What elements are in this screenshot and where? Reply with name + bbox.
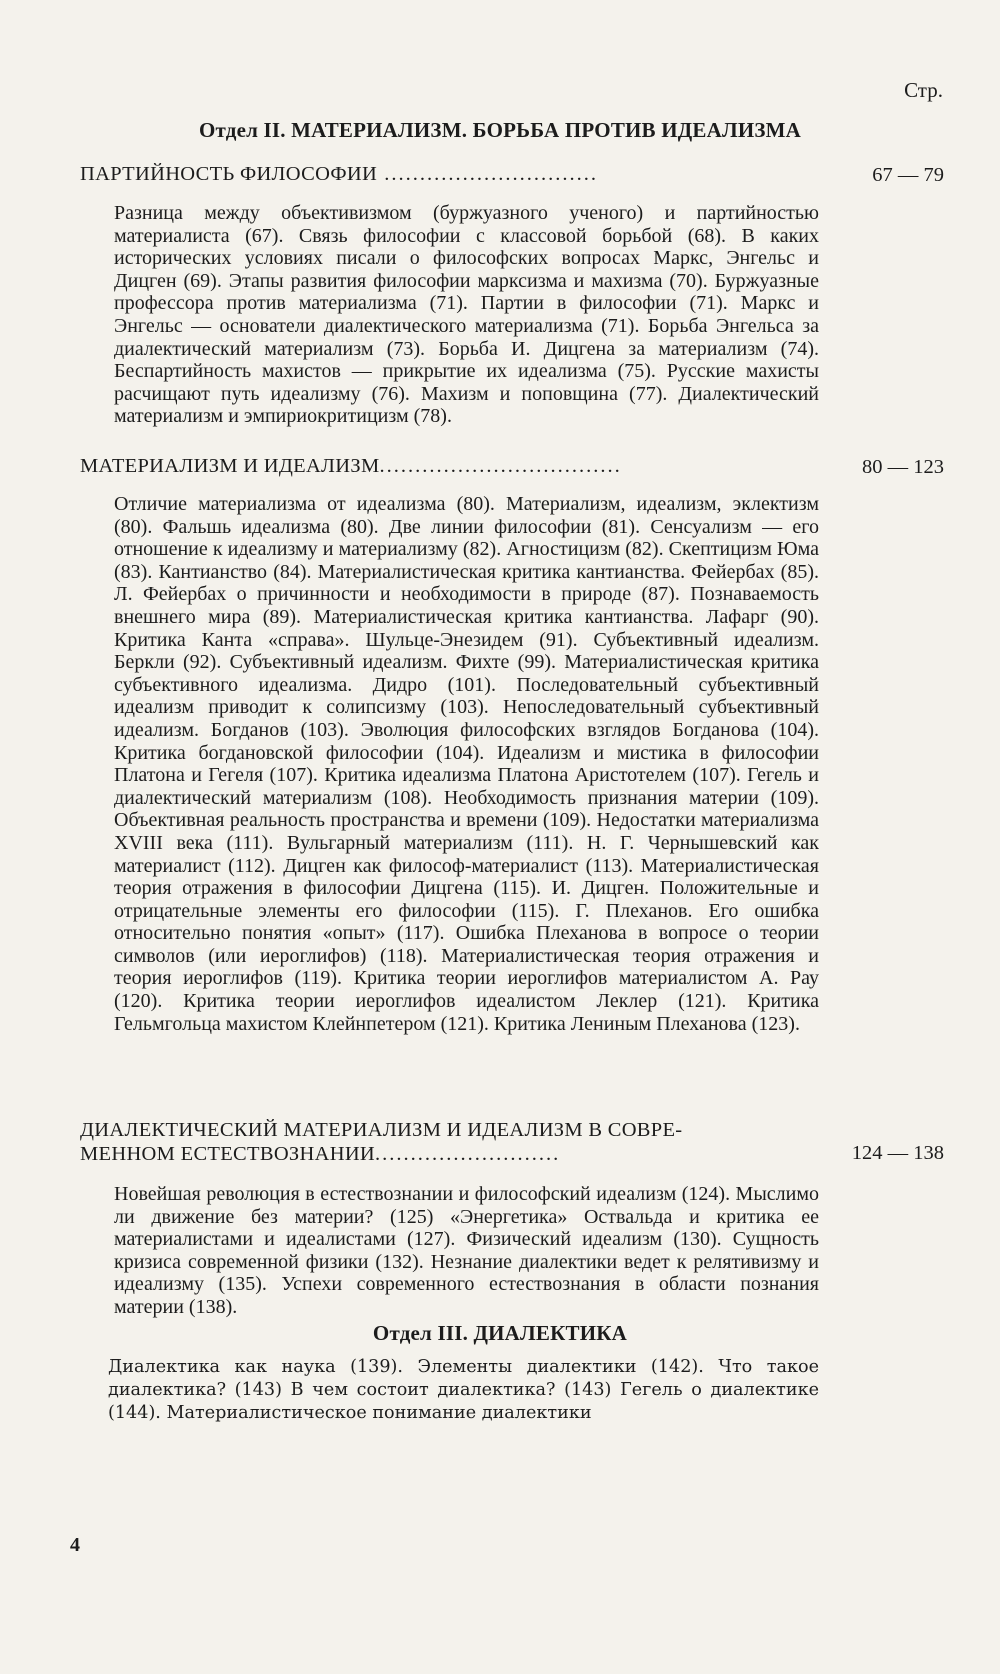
entry-2-description: Отличие материализма от идеализма (80). Материализм, идеализм, эклектизм (80). Фальшь идеализма (80). Две линии философии (81). Сенсуализм — его отношение к идеализму и материализму (82). Агностицизм (82). Скептицизм Юма (83). Кантианство (84). Материалистическая критика кантианства. Фейербах (85). Л. Фейербах о причинности и необходимости в природе (87). Познаваемость внешнего мира (89). Материалистическая критика кантианства. Лафарг (90). Критика Канта «справа». Шульце-Энезидем (91). Субъективный идеализм. Беркли (92). Субъективный идеализм. Фихте (99). Материалистическая критика субъективного идеализма. Дидро (101). Последовательный субъективный идеализм приводит к солипсизму (103). Непоследовательный субъективный идеализм. Богданов (103). Эволюция философских взглядов Богданова (104). Критика богдановской философии (104). Идеализм и мистика в философии Платона и Гегеля (107). Критика идеализма Платона Аристотелем (107). Гегель и диалектический материализм (108). Необходимость признания материи (109). Объективная реальность пространства и времени (109). Недостатки материализма XVIII века (111). Вульгарный материализм (111). Н. Г. Чернышевский как материалист (112). Дицген как философ-материалист (113). Материалистическая теория отражения в философии Дицгена (115). И. Дицген. Положительные и отрицательные элементы его философии (115). Г. Плеханов. Его ошибка относительно понятия «опыт» (117). Ошибка Плеханова в вопросе о теории символов (или иероглифов) (118). Материалистическая теория отражения и теория иероглифов (119). Критика теории иероглифов материалистом А. Рау (120). Критика теории иероглифов идеалистом Леклер (121). Критика Гельмгольца махистом Клейнпетером (121). Критика Лениным Плеханова (123).	[114, 493, 819, 1035]
dot-leader: ..............................	[377, 163, 599, 185]
entry-1-pages: 67 — 79	[872, 164, 944, 186]
entry-1-title-text: ПАРТИЙНОСТЬ ФИЛОСОФИИ	[80, 163, 378, 185]
entry-3-title-line-1: ДИАЛЕКТИЧЕСКИЙ МАТЕРИАЛИЗМ И ИДЕАЛИЗМ В СОВРЕ-	[80, 1119, 683, 1141]
section-2-title: Отдел II. МАТЕРИАЛИЗМ. БОРЬБА ПРОТИВ ИДЕАЛИЗМА	[198, 118, 802, 142]
section-3-title: Отдел III. ДИАЛЕКТИКА	[372, 1321, 628, 1345]
entry-2-pages: 80 — 123	[862, 456, 944, 478]
entry-1-title	[80, 163, 790, 186]
dot-leader: ..........................	[375, 1143, 561, 1165]
entry-3-title	[80, 1118, 790, 1166]
entry-1-description: Разница между объективизмом (буржуазного ученого) и партийностью материалиста (67). Связь философии с классовой борьбой (68). В каких исторических условиях писали о философских вопросах Маркс, Энгельс и Дицген (69). Этапы развития философии марксизма и махизма (70). Буржуазные профессора против материализма (71). Партии в философии (71). Маркс и Энгельс — основатели диалектического материализма (71). Борьба Энгельса за диалектический материализм (73). Борьба И. Дицгена за материализм (74). Беспартийность махистов — прикрытие их идеализма (75). Русские махисты расчищают путь идеализму (76). Махизм и поповщина (77). Диалектический материализм и эмпириокритицизм (78).	[114, 202, 819, 428]
entry-3-pages: 124 — 138	[851, 1142, 944, 1164]
entry-2-title	[80, 455, 790, 478]
entry-3-description: Новейшая революция в естествознании и философский идеализм (124). Мыслимо ли движение без материи? (125) «Энергетика» Оствальда и критика ее материалистами и идеалистами (127). Физический идеализм (130). Сущность кризиса современной физики (132). Незнание диалектики ведет к релятивизму и идеализму (135). Успехи современного естествознания в области познания материи (138).	[114, 1183, 819, 1318]
page-column-label: Стр.	[904, 78, 943, 102]
dot-leader: ..................................	[379, 455, 622, 477]
page-number: 4	[70, 1534, 80, 1556]
entry-3-title-line-2: МЕННОМ ЕСТЕСТВОЗНАНИИ	[80, 1143, 376, 1165]
entry-2-title-text: МАТЕРИАЛИЗМ И ИДЕАЛИЗМ	[80, 455, 380, 477]
section-3-description: Диалектика как наука (139). Элементы диалектики (142). Что такое диалектика? (143) В чем состоит диалектика? (143) Гегель о диалектике (144). Материалистическое понимание диалектики	[108, 1357, 819, 1423]
